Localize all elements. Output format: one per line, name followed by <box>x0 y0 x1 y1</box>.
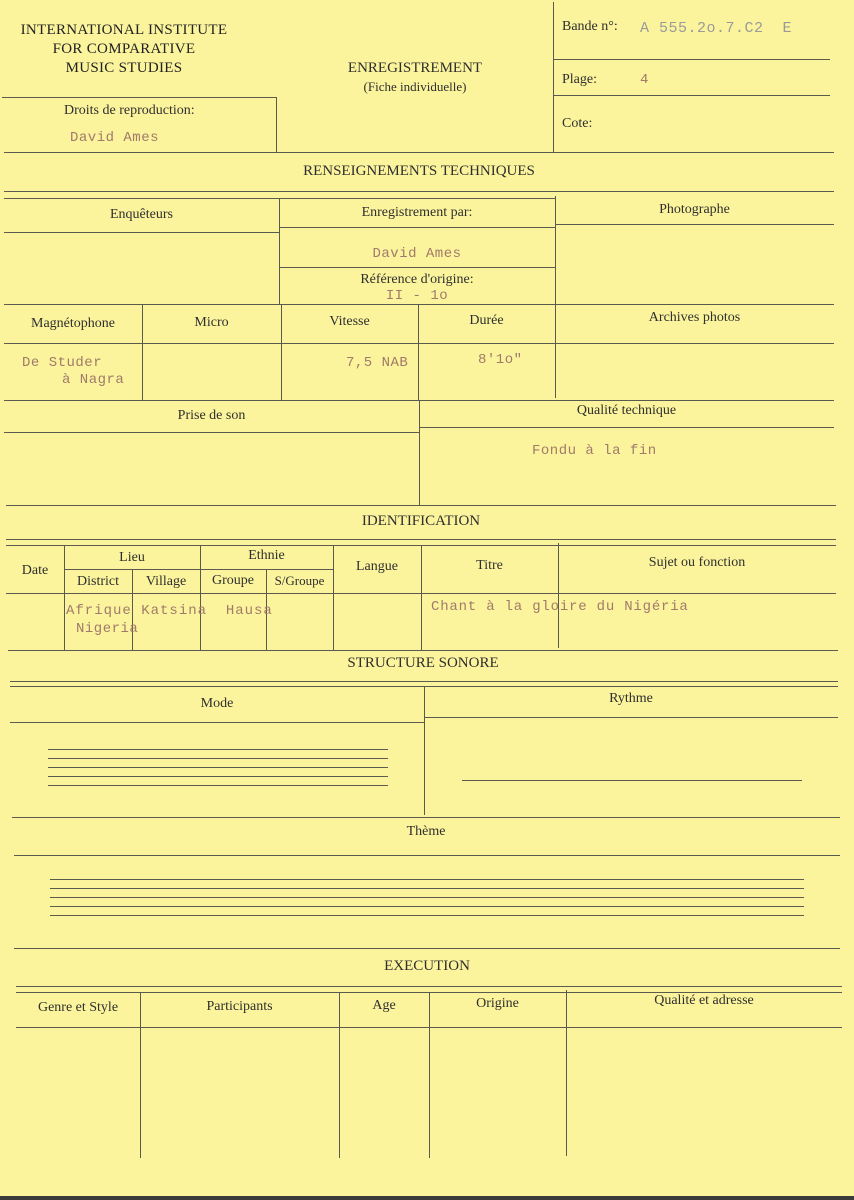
origine-label: Origine <box>476 996 519 1011</box>
divider <box>419 427 834 428</box>
qualite-technique-label: Qualité technique <box>576 403 677 418</box>
reference-label: Référence d'origine: <box>360 272 474 287</box>
divider <box>6 539 836 540</box>
enregistrement-par-value: David Ames <box>372 246 462 262</box>
divider <box>2 97 276 98</box>
divider <box>64 569 333 570</box>
divider <box>4 432 419 433</box>
date-label: Date <box>21 563 49 578</box>
divider <box>279 267 555 268</box>
divider <box>8 650 838 651</box>
sujet-label: Sujet ou fonction <box>648 555 746 570</box>
qualite-technique-value: Fondu à la fin <box>532 443 657 459</box>
divider <box>10 681 838 682</box>
identification-row-line-1: Afrique Katsina Hausa <box>66 603 273 619</box>
identification-section-title: IDENTIFICATION <box>361 513 481 529</box>
titre-label: Titre <box>476 558 503 573</box>
theme-label: Thème <box>406 824 446 839</box>
divider <box>4 152 834 153</box>
sgroupe-label: S/Groupe <box>274 573 325 588</box>
magnetophone-value-2: à Nagra <box>62 372 125 388</box>
staff-line <box>50 879 804 880</box>
staff-line <box>50 906 804 907</box>
photographe-label: Photographe <box>659 202 730 217</box>
bande-label: Bande n°: <box>562 19 618 34</box>
divider <box>4 304 834 305</box>
mode-label: Mode <box>200 696 234 711</box>
staff-line <box>48 785 388 786</box>
staff-line <box>50 915 804 916</box>
archives-photos-label: Archives photos <box>648 310 741 325</box>
titre-value: Chant à la gloire du Nigéria <box>431 599 689 615</box>
divider <box>6 505 836 506</box>
identification-row-line-2: Nigeria <box>76 621 139 637</box>
staff-line <box>48 758 388 759</box>
ethnie-label: Ethnie <box>248 548 285 563</box>
divider <box>14 855 840 856</box>
qualite-adresse-label: Qualité et adresse <box>654 993 754 1008</box>
divider <box>553 95 830 96</box>
droits-value: David Ames <box>70 130 160 146</box>
staff-line <box>48 749 388 750</box>
execution-section-title: EXECUTION <box>384 958 470 974</box>
duree-value: 8'1o" <box>478 352 523 368</box>
groupe-label: Groupe <box>212 573 254 588</box>
divider <box>14 948 840 949</box>
magnetophone-label: Magnétophone <box>31 316 115 331</box>
langue-label: Langue <box>356 559 398 574</box>
form-subtitle: (Fiche individuelle) <box>363 79 467 94</box>
enqueteurs-label: Enquêteurs <box>110 207 173 222</box>
technique-section-title: RENSEIGNEMENTS TECHNIQUES <box>303 163 535 179</box>
lieu-label: Lieu <box>119 550 145 565</box>
enregistrement-par-label: Enregistrement par: <box>361 205 473 220</box>
genre-style-label: Genre et Style <box>37 1000 119 1015</box>
droits-label: Droits de reproduction: <box>64 103 195 118</box>
divider <box>12 817 840 818</box>
divider <box>429 992 430 1158</box>
divider <box>339 992 340 1158</box>
form-title: ENREGISTREMENT <box>347 60 483 76</box>
divider <box>10 722 424 723</box>
structure-section-title: STRUCTURE SONORE <box>347 655 499 671</box>
divider <box>566 990 567 1156</box>
village-label: Village <box>145 574 187 589</box>
divider <box>16 986 842 987</box>
institute-line-2: FOR COMPARATIVE <box>52 41 196 57</box>
plage-value: 4 <box>640 72 649 88</box>
divider <box>4 191 834 192</box>
plage-label: Plage: <box>562 72 597 87</box>
staff-line <box>50 888 804 889</box>
divider <box>140 992 141 1158</box>
duree-label: Durée <box>469 313 504 328</box>
institute-line-3: MUSIC STUDIES <box>65 60 183 76</box>
divider <box>555 224 834 225</box>
vitesse-label: Vitesse <box>329 314 370 329</box>
staff-line <box>48 776 388 777</box>
bande-value: A 555.2o.7.C2 E <box>640 20 793 37</box>
divider <box>424 717 838 718</box>
age-label: Age <box>372 998 396 1013</box>
prise-de-son-label: Prise de son <box>177 408 246 423</box>
cote-label: Cote: <box>562 116 593 131</box>
divider <box>276 97 277 152</box>
divider <box>4 343 834 344</box>
rythme-label: Rythme <box>609 691 653 706</box>
divider <box>553 59 830 60</box>
reference-value: II - 1o <box>385 288 449 304</box>
rythme-line <box>462 780 802 781</box>
magnetophone-value-1: De Studer <box>22 355 103 371</box>
vitesse-value: 7,5 NAB <box>346 355 409 371</box>
divider <box>553 2 554 152</box>
district-label: District <box>77 574 119 589</box>
divider <box>4 232 279 233</box>
institute-line-1: INTERNATIONAL INSTITUTE <box>20 22 228 38</box>
micro-label: Micro <box>194 315 229 330</box>
staff-line <box>50 897 804 898</box>
participants-label: Participants <box>206 999 273 1014</box>
staff-line <box>48 767 388 768</box>
divider <box>6 593 836 594</box>
divider <box>16 1027 842 1028</box>
divider <box>279 227 555 228</box>
